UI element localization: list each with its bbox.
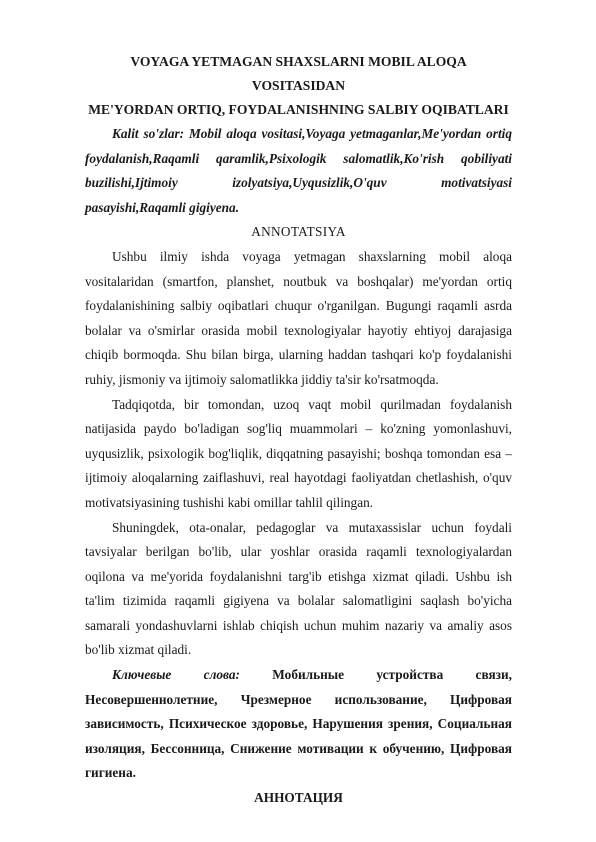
keywords-ru-label: Ключевые слова:	[112, 667, 240, 683]
title-line-1: VOYAGA YETMAGAN SHAXSLARNI MOBIL ALOQA VOSITASIDAN	[130, 54, 467, 93]
keywords-ru	[85, 663, 512, 786]
title-line-2: ME'YORDAN ORTIQ, FOYDALANISHNING SALBIY OQIBATLARI	[88, 102, 509, 117]
annotation-uz-paragraph-3: Shuningdek, ota-onalar, pedagoglar va mutaxassislar uchun foydali tavsiyalar berilgan bo'lib, ular yoshlar orasida raqamli texnologiyalardan oqilona va me'yorida foydalanishni targ'ib etishga xizmat qiladi. Ushbu ish ta'lim tizimida raqamli gigiyena va bolalar salomatligini saqlash bo'yicha samarali yondashuvlarni ishlab chiqish uchun muhim nazariy va amaliy asos bo'lib xizmat qiladi.	[85, 519, 512, 658]
keywords-uz	[85, 122, 512, 220]
annotation-uz-paragraph-1: Ushbu ilmiy ishda voyaga yetmagan shaxslarning mobil aloqa vositalaridan (smartfon, planshet, noutbuk va boshqalar) me'yordan ortiq foydalanishining salbiy oqibatlari chuqur o'rganilgan. Bugungi raqamli asrda bolalar va o'smirlar orasida mobil texnologiyalar hayotiy ehtiyoj darajasiga chiqib bormoqda. Shu bilan birga, ularning haddan tashqari ko'p foydalanishi ruhiy, jismoniy va ijtimoiy salomatlikka jiddiy ta'sir ko'rsatmoqda.	[85, 248, 512, 387]
keywords-uz-text: Mobil aloqa vositasi,Voyaga yetmaganlar,Me'yordan ortiq foydalanish,Raqamli qaramlik,Psixologik salomatlik,Ko'rish qobiliyati buzilishi,Ijtimoiy izolyatsiya,Uyqusizlik,O'quv motivatsiyasi pasayishi,Raqamli gigiyena.	[85, 126, 512, 215]
paper-title	[85, 50, 512, 122]
annotation-uz-heading: ANNOTATSIYA	[251, 224, 346, 240]
annotation-uz-paragraph-2: Tadqiqotda, bir tomondan, uzoq vaqt mobil qurilmadan foydalanish natijasida paydo bo'ladigan sog'liq muammolari – ko'zning yomonlashuvi, uyqusizlik, psixologik bog'liqlik, diqqatning pasayishi; boshqa tomondan esa – ijtimoiy aloqalarning zaiflashuvi, real hayotdagi faoliyatdan chetlashish, o'quv motivatsiyasining tushishi kabi omillar tahlil qilingan.	[85, 396, 512, 510]
keywords-uz-label: Kalit so'zlar:	[112, 126, 185, 141]
annotation-ru-heading: АННОТАЦИЯ	[254, 790, 343, 806]
keywords-ru-text: Мобильные устройства связи, Несовершеннолетние, Чрезмерное использование, Цифровая зависимость, Психическое здоровье, Нарушения зрения, Социальная изоляция, Бессонница, Снижение мотивации к обучению, Цифровая гигиена.	[85, 667, 512, 781]
